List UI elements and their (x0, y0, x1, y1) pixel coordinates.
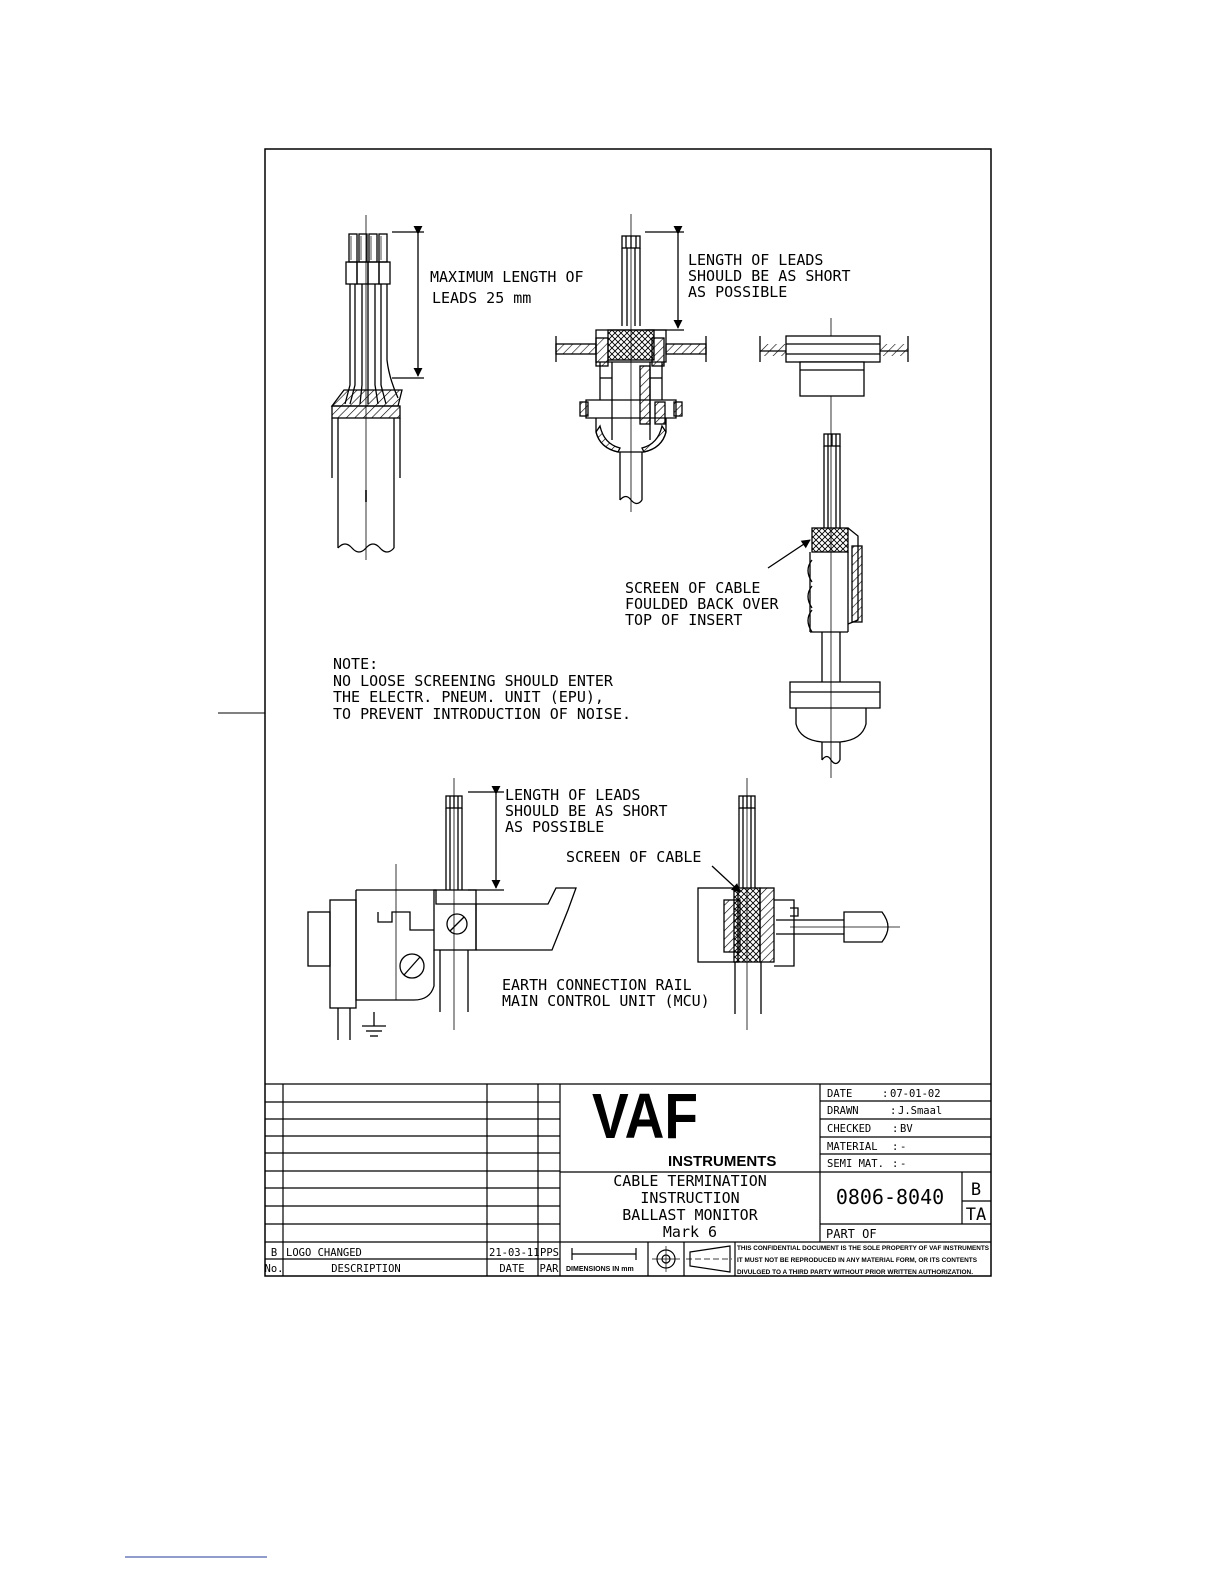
max-length-label-1: MAXIMUM LENGTH OF (430, 268, 584, 286)
field-checked-label: CHECKED (827, 1123, 872, 1135)
header-par: PAR (539, 1263, 559, 1275)
drawing-number: 0806-8040 (835, 1185, 945, 1209)
short-leads-top-1: LENGTH OF LEADS (688, 251, 824, 269)
screen-of-cable-label: SCREEN OF CABLE (566, 848, 702, 866)
note-line-2: THE ELECTR. PNEUM. UNIT (EPU), (333, 688, 604, 706)
screen-folded-2: FOULDED BACK OVER (625, 595, 779, 613)
field-checked-value: BV (900, 1123, 913, 1135)
field-drawn-label: DRAWN (827, 1105, 859, 1117)
field-material-label: MATERIAL (827, 1141, 878, 1153)
company-logo-sub: INSTRUMENTS (668, 1153, 777, 1170)
rev-row-description: LOGO CHANGED (286, 1247, 362, 1259)
field-material-value: - (900, 1141, 907, 1153)
rev-row-no: B (270, 1247, 278, 1259)
field-date-value: 07-01-02 (890, 1088, 941, 1100)
short-leads-bottom-3: AS POSSIBLE (505, 818, 605, 836)
sheet-size: TA (965, 1205, 987, 1225)
part-of-label: PART OF (826, 1227, 877, 1241)
confidential-line-3: DIVULGED TO A THIRD PARTY WITHOUT PRIOR WRITTEN AUTHORIZATION. (737, 1270, 974, 1276)
short-leads-top-2: SHOULD BE AS SHORT (688, 267, 851, 285)
screen-folded-3: TOP OF INSERT (625, 611, 743, 629)
note-line-1: NO LOOSE SCREENING SHOULD ENTER (333, 672, 613, 690)
drawing-title-2: INSTRUCTION (640, 1189, 740, 1207)
short-leads-top-3: AS POSSIBLE (688, 283, 788, 301)
drawing-title-4: Mark 6 (662, 1223, 718, 1241)
max-length-label-2: LEADS 25 mm (432, 289, 532, 307)
short-leads-bottom-1: LENGTH OF LEADS (505, 786, 641, 804)
field-semimat-value: - (900, 1158, 907, 1170)
field-separator-1: : (882, 1088, 889, 1100)
field-separator-5: : (892, 1158, 899, 1170)
company-logo: VAF (592, 1080, 698, 1152)
field-separator-2: : (890, 1105, 897, 1117)
earth-rail-1: EARTH CONNECTION RAIL (502, 976, 692, 994)
field-drawn-value: J.Smaal (898, 1105, 943, 1117)
note-line-3: TO PREVENT INTRODUCTION OF NOISE. (333, 705, 632, 723)
screen-of-cable-figure (698, 778, 900, 1030)
field-date-label: DATE (827, 1088, 853, 1100)
header-date: DATE (499, 1263, 525, 1275)
screen-folded-figure (760, 318, 908, 778)
short-leads-bottom-2: SHOULD BE AS SHORT (505, 802, 668, 820)
revision-letter: B (970, 1180, 982, 1200)
field-separator-3: : (892, 1123, 899, 1135)
rev-row-par: PPS (540, 1247, 559, 1259)
stripped-cable-figure (332, 215, 424, 560)
cable-gland-section-figure (556, 214, 706, 512)
rev-row-date: 21-03-11 (489, 1247, 540, 1259)
drawing-title-3: BALLAST MONITOR (622, 1206, 758, 1224)
field-semimat-label: SEMI MAT. (827, 1158, 884, 1170)
title-block-text (265, 1080, 989, 1276)
confidential-line-1: THIS CONFIDENTIAL DOCUMENT IS THE SOLE PROPERTY OF VAF INSTRUMENTS (737, 1246, 989, 1252)
dimensions-note: DIMENSIONS IN mm (566, 1266, 634, 1273)
header-no: No. (264, 1263, 284, 1275)
note-heading: NOTE: (333, 655, 379, 673)
earth-rail-2: MAIN CONTROL UNIT (MCU) (502, 992, 710, 1010)
field-separator-4: : (892, 1141, 899, 1153)
header-description: DESCRIPTION (331, 1263, 401, 1275)
screen-folded-1: SCREEN OF CABLE (625, 579, 761, 597)
confidential-line-2: IT MUST NOT BE REPRODUCED IN ANY MATERIAL FORM, OR ITS CONTENTS (737, 1258, 977, 1264)
drawing-title-1: CABLE TERMINATION (613, 1172, 767, 1190)
